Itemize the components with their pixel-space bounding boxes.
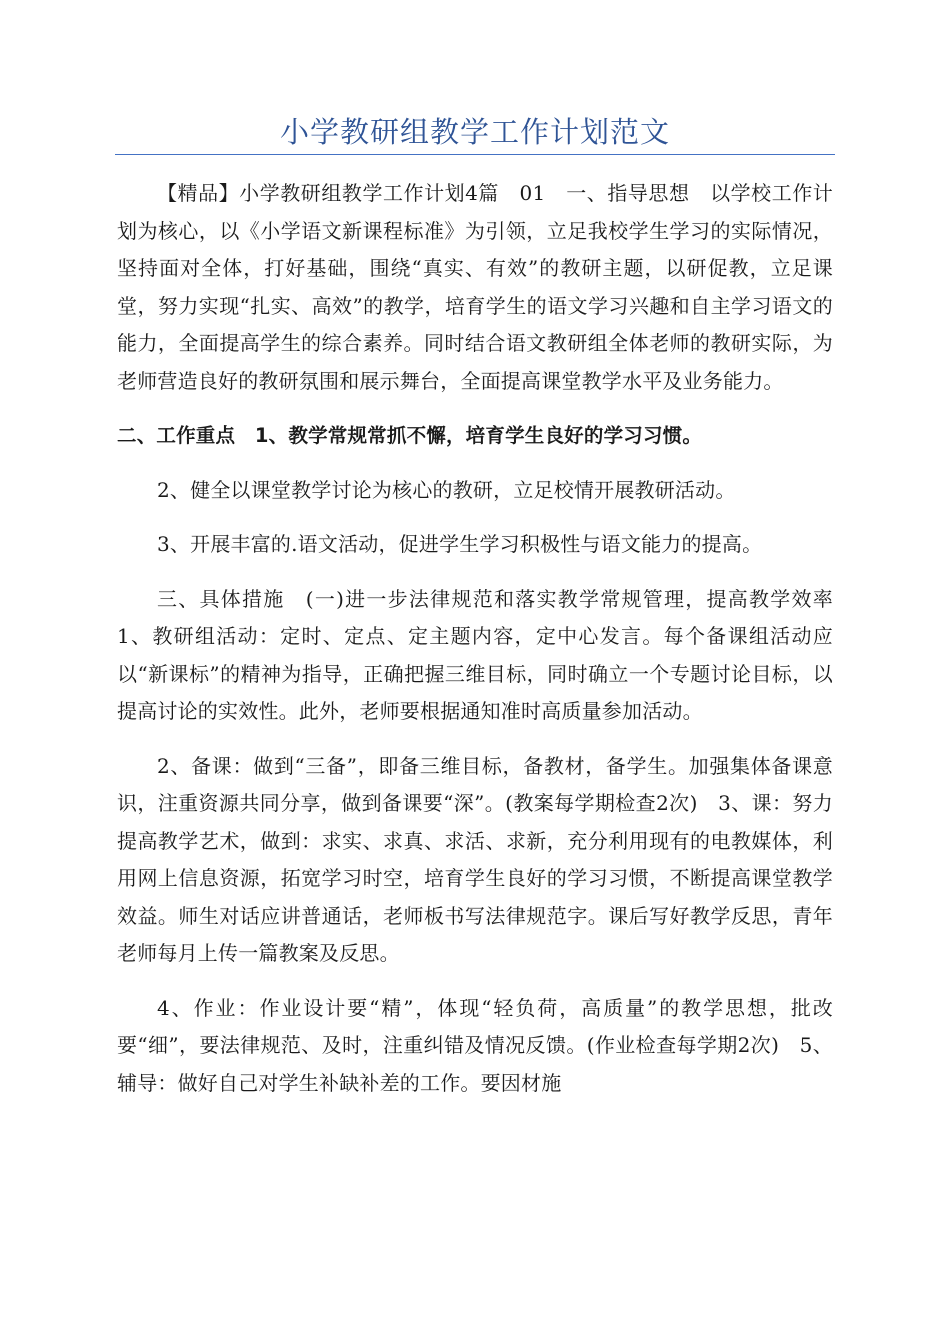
- paragraph-guiding-ideology: 【精品】小学教研组教学工作计划4篇 01 一、指导思想 以学校工作计划为核心，以《小学语文新课程标准》为引领，立足我校学生学习的实际情况，坚持面对全体，打好基础，围绕“真实、有效”的教研主题，以研促教，立足课堂，努力实现“扎实、高效”的教学，培育学生的语文学习兴趣和自主学习语文的能力，全面提高学生的综合素养。同时结合语文教研组全体老师的教研实际，为老师营造良好的教研氛围和展示舞台，全面提高课堂教学水平及业务能力。: [117, 181, 833, 393]
- title-underline: [115, 154, 835, 155]
- document-title: 小学教研组教学工作计划范文: [279, 115, 670, 149]
- paragraph-specific-measures: 三、具体措施 (一)进一步法律规范和落实教学常规管理，提高教学效率 1、教研组活动：定时、定点、定主题内容，定中心发言。每个备课组活动应以“新课标”的精神为指导，正确把握三维目标，同时确立一个专题讨论目标，以提高讨论的实效性。此外，老师要根据通知准时高质量参加活动。: [117, 586, 854, 723]
- paragraph-focus-item-2: 2、健全以课堂教学讨论为核心的教研，立足校情开展教研活动。: [157, 477, 736, 502]
- paragraph-focus-item-3: 3、开展丰富的.语文活动，促进学生学习积极性与语文能力的提高。: [157, 532, 763, 556]
- paragraph-homework: 4、作业：作业设计要“精”，体现“轻负荷，高质量”的教学思想，批改要“细”，要法律规范、及时，注重纠错及情况反馈。(作业检查每学期2次) 5、辅导：做好自己对学生补缺补差的工作。要因材施: [117, 995, 833, 1095]
- paragraph-lesson-prep: 2、备课：做到“三备”，即备三维目标，备教材，备学生。加强集体备课意识，注重资源共同分享，做到备课要“深”。(教案每学期检查2次) 3、课：努力提高教学艺术，做到：求实、求真、求活、求新，充分利用现有的电教媒体，利用网上信息资源，拓宽学习时空，培育学生良好的学习习惯，不断提高课堂教学效益。师生对话应讲普通话，老师板书写法律规范字。课后写好教学反思，青年老师每月上传一篇教案及反思。: [117, 753, 833, 965]
- document-body: [117, 175, 854, 1119]
- paragraph-work-focus: 二、工作重点 1、教学常规常抓不懈，培育学生良好的学习习惯。: [117, 424, 703, 447]
